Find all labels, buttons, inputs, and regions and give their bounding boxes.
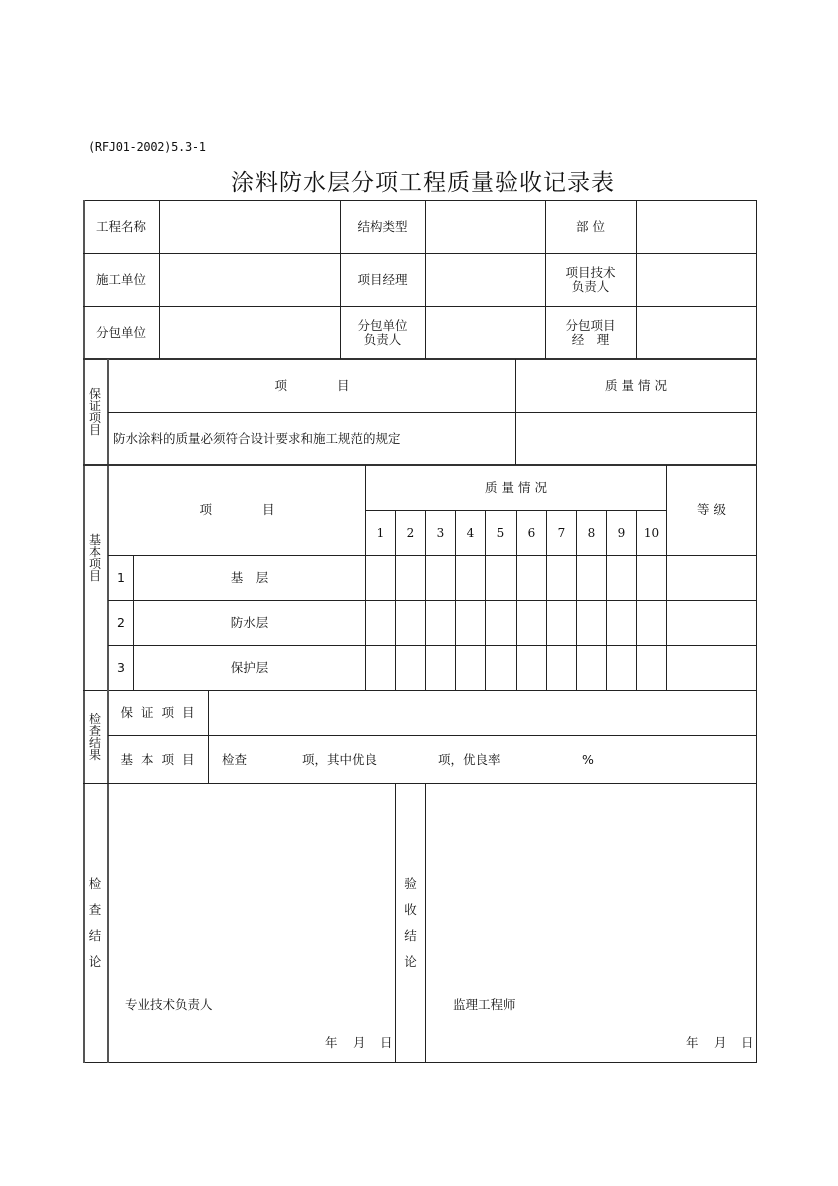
quality-column-number: 3 <box>436 526 445 540</box>
check-conclusion-field[interactable] <box>109 784 395 1062</box>
basic-row-no: 1 <box>117 569 125 585</box>
basic-side-label <box>83 465 107 690</box>
field-location[interactable] <box>637 200 756 253</box>
quality-check-cell[interactable] <box>366 556 395 600</box>
quality-column-number: 7 <box>557 526 566 540</box>
label-structure-type: 结构类型 <box>357 218 408 234</box>
guarantee-quality-field[interactable] <box>516 413 756 465</box>
label-project-name: 工程名称 <box>95 218 146 234</box>
supervisor-label: 监理工程师 <box>453 997 516 1012</box>
basic-items-text: 项，其中优良 <box>302 751 378 767</box>
check-guarantee-label: 保 证 项 目 <box>120 704 197 720</box>
basic-row-name: 保护层 <box>230 659 269 675</box>
quality-check-cell[interactable] <box>426 556 455 600</box>
guarantee-col-item: 项 目 <box>274 377 350 393</box>
basic-row-name: 防水层 <box>230 614 269 630</box>
label-location: 部 位 <box>576 218 605 234</box>
label-tech-lead <box>545 253 636 306</box>
side-char: 果 <box>88 747 101 762</box>
basic-row-name: 基 层 <box>230 569 269 585</box>
quality-column-number: 2 <box>406 526 415 540</box>
basic-col-quality: 质 量 情 况 <box>485 479 547 495</box>
quality-check-cell[interactable] <box>577 646 606 690</box>
quality-check-cell[interactable] <box>396 556 425 600</box>
form-code: (RFJ01-2002)5.3-1 <box>88 140 206 154</box>
quality-check-cell[interactable] <box>486 601 515 645</box>
guarantee-item-text: 防水涂料的质量必须符合设计要求和施工规范的规定 <box>113 431 401 446</box>
label-sub-lead <box>340 306 425 359</box>
check-conclusion-side-label <box>83 783 107 1063</box>
year-label: 年 <box>686 1035 699 1050</box>
quality-check-cell[interactable] <box>547 646 576 690</box>
side-char: 目 <box>88 423 101 437</box>
quality-check-cell[interactable] <box>396 601 425 645</box>
quality-check-cell[interactable] <box>577 556 606 600</box>
label-sub-lead-line2: 负责人 <box>363 331 402 347</box>
quality-check-cell[interactable] <box>607 556 636 600</box>
field-sub-lead[interactable] <box>426 306 545 359</box>
basic-col-grade: 等 级 <box>697 502 726 517</box>
quality-check-cell[interactable] <box>396 646 425 690</box>
quality-check-cell[interactable] <box>517 556 546 600</box>
quality-check-cell[interactable] <box>426 646 455 690</box>
side-char: 收 <box>404 902 417 917</box>
quality-check-cell[interactable] <box>456 646 485 690</box>
quality-check-cell[interactable] <box>456 601 485 645</box>
quality-column-number: 6 <box>527 526 536 540</box>
side-char: 证 <box>88 399 101 413</box>
check-basic-label: 基 本 项 目 <box>120 751 197 767</box>
field-project-name[interactable] <box>160 200 340 253</box>
quality-column-number: 4 <box>466 526 475 540</box>
quality-column-number: 5 <box>496 526 505 540</box>
field-project-manager[interactable] <box>426 253 545 306</box>
field-structure-type[interactable] <box>426 200 545 253</box>
side-char: 查 <box>88 902 102 917</box>
accept-conclusion-field[interactable] <box>426 784 756 1062</box>
quality-check-cell[interactable] <box>517 601 546 645</box>
guarantee-side-label <box>83 359 107 465</box>
side-char: 项 <box>88 556 101 571</box>
quality-check-cell[interactable] <box>607 646 636 690</box>
side-char: 保 <box>88 387 101 401</box>
side-char: 验 <box>404 876 417 891</box>
year-label: 年 <box>325 1035 338 1050</box>
basic-col-item: 项 目 <box>199 502 275 517</box>
month-label: 月 <box>714 1035 727 1050</box>
accept-conclusion-side-label <box>396 783 425 1063</box>
grade-cell[interactable] <box>667 646 756 690</box>
quality-check-cell[interactable] <box>637 601 666 645</box>
month-label: 月 <box>353 1035 366 1050</box>
quality-check-cell[interactable] <box>547 556 576 600</box>
quality-check-cell[interactable] <box>577 601 606 645</box>
label-construction-unit: 施工单位 <box>95 271 146 287</box>
page-title: 涂料防水层分项工程质量验收记录表 <box>231 170 615 196</box>
label-project-manager: 项目经理 <box>357 271 408 287</box>
grade-cell[interactable] <box>667 601 756 645</box>
grade-cell[interactable] <box>667 556 756 600</box>
side-char: 结 <box>404 928 417 943</box>
side-char: 结 <box>88 928 102 943</box>
label-tech-lead-line2: 负责人 <box>571 278 610 294</box>
check-guarantee-field[interactable] <box>209 690 756 735</box>
quality-check-cell[interactable] <box>456 556 485 600</box>
quality-check-cell[interactable] <box>486 556 515 600</box>
record-form <box>83 200 757 1063</box>
quality-column-number: 1 <box>376 526 385 540</box>
basic-row-no: 3 <box>117 659 125 675</box>
field-tech-lead[interactable] <box>637 253 756 306</box>
label-sub-manager-line2: 经 理 <box>571 331 610 347</box>
quality-check-cell[interactable] <box>637 646 666 690</box>
border-right <box>756 200 757 1063</box>
quality-check-cell[interactable] <box>486 646 515 690</box>
quality-column-number: 10 <box>643 526 660 540</box>
quality-column-number: 9 <box>617 526 626 540</box>
quality-check-cell[interactable] <box>517 646 546 690</box>
quality-check-cell[interactable] <box>637 556 666 600</box>
label-sub-lead-line1: 分包单位 <box>357 317 408 333</box>
side-char: 论 <box>88 954 102 969</box>
side-char: 本 <box>88 544 101 559</box>
field-sub-manager[interactable] <box>637 306 756 359</box>
quality-check-cell[interactable] <box>426 601 455 645</box>
label-sub-manager <box>545 306 636 359</box>
basic-check-text: 检查 <box>222 751 248 767</box>
check-basic-field[interactable] <box>209 736 756 783</box>
check-result-side-label <box>83 690 107 783</box>
field-construction-unit[interactable] <box>160 253 340 306</box>
quality-column-number: 8 <box>587 526 596 540</box>
percent-sign: % <box>582 751 594 767</box>
side-char: 项 <box>88 411 101 425</box>
label-tech-lead-line1: 项目技术 <box>565 264 616 280</box>
field-subcontractor[interactable] <box>160 306 340 359</box>
label-subcontractor: 分包单位 <box>95 324 146 340</box>
side-char: 检 <box>88 711 101 726</box>
side-char: 论 <box>404 954 417 969</box>
day-label: 日 <box>741 1035 754 1050</box>
side-char: 目 <box>88 568 101 583</box>
label-sub-manager-line1: 分包项目 <box>565 317 616 333</box>
basic-row-no: 2 <box>117 614 125 630</box>
side-char: 结 <box>88 735 101 750</box>
quality-check-cell[interactable] <box>366 601 395 645</box>
basic-rate-text: 项，优良率 <box>438 751 501 767</box>
guarantee-col-quality: 质 量 情 况 <box>605 377 667 393</box>
side-char: 基 <box>88 532 101 547</box>
tech-lead-label: 专业技术负责人 <box>125 997 213 1012</box>
day-label: 日 <box>380 1035 393 1050</box>
side-char: 检 <box>88 876 102 891</box>
side-char: 查 <box>88 723 101 738</box>
quality-check-cell[interactable] <box>607 601 636 645</box>
quality-check-cell[interactable] <box>547 601 576 645</box>
quality-check-cell[interactable] <box>366 646 395 690</box>
